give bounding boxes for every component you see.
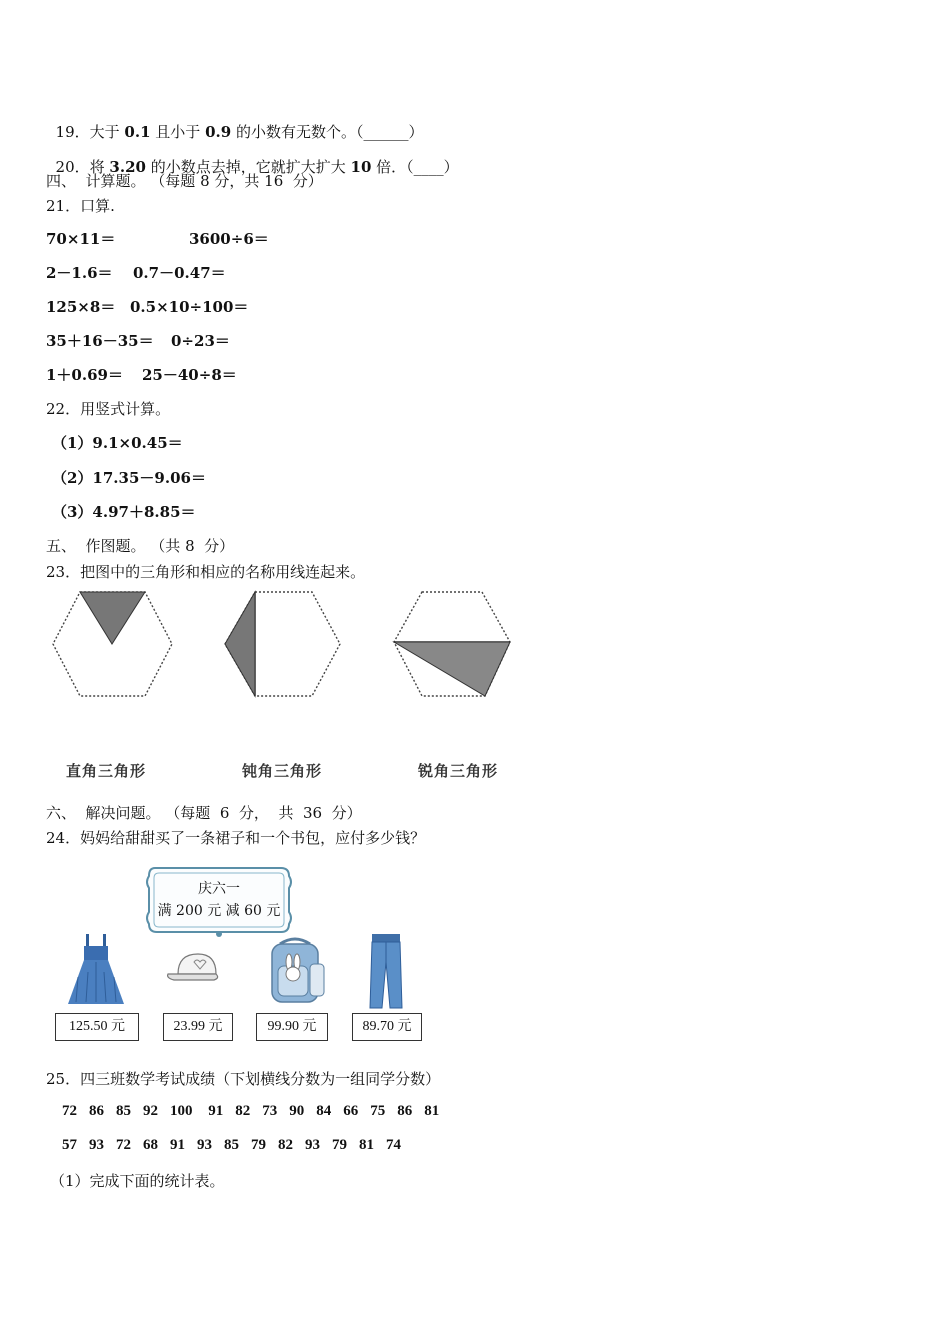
q22-item-2: （2）17.35－9.06＝ (52, 469, 206, 487)
score: 82 (278, 1137, 293, 1153)
score: 72 (116, 1137, 131, 1153)
q20-text-3: 倍．（ (371, 158, 414, 176)
section-4-heading: 四、 计算题。 （每题 8 分，共 16 分） (46, 172, 323, 190)
scores-row-1 (62, 1103, 451, 1120)
q21-expr: 0.7－0.47＝ (133, 264, 226, 282)
q21-row-5 (46, 365, 237, 385)
score: 93 (305, 1137, 320, 1153)
question-24-title: 24．妈妈给甜甜买了一条裙子和一个书包，应付多少钱？ (46, 829, 426, 847)
q22-item-1: （1）9.1×0.45＝ (52, 434, 183, 452)
score: 68 (143, 1137, 158, 1153)
q22-item-3: （3）4.97＋8.85＝ (52, 503, 196, 521)
banner-bow (216, 931, 222, 937)
q20-number: 20． (55, 158, 90, 176)
q21-expr: 3600÷6＝ (189, 230, 269, 248)
q20-answer-blank[interactable]: ____ (413, 158, 444, 176)
hexagon-obtuse-triangle-figure (220, 590, 345, 700)
score: 75 (370, 1103, 386, 1119)
score: 90 (289, 1103, 305, 1119)
score: 79 (332, 1137, 347, 1153)
score: 85 (116, 1103, 131, 1119)
q19-text-3: 的小数有无数个。（ (231, 123, 364, 141)
score: 86 (89, 1103, 104, 1119)
q20-paren: ） (443, 158, 459, 176)
score: 85 (224, 1137, 239, 1153)
q20-value-2: 10 (350, 158, 372, 176)
shaded-triangle (80, 592, 145, 644)
backpack-image (262, 936, 328, 1006)
dress-image (64, 932, 128, 1008)
score: 86 (397, 1103, 413, 1119)
q21-expr: 125×8＝ (46, 298, 116, 316)
hexagon-right-triangle-figure (50, 590, 175, 700)
promo-banner (143, 862, 295, 938)
q21-expr: 0÷23＝ (171, 332, 230, 350)
q19-text: 大于 (89, 123, 125, 141)
banner-line-2: 满 200 元 减 60 元 (157, 903, 281, 919)
price-backpack: 99.90 元 (256, 1013, 328, 1041)
q21-expr: 25－40÷8＝ (142, 366, 237, 384)
shaded-triangle (225, 592, 255, 696)
label-obtuse-triangle[interactable]: 钝角三角形 (242, 762, 323, 780)
price-dress: 125.50 元 (55, 1013, 139, 1041)
question-21-title: 21．口算. (46, 197, 115, 215)
q19-answer-blank[interactable]: ______ (363, 123, 409, 141)
jeans-image (364, 932, 408, 1010)
score: 93 (197, 1137, 212, 1153)
label-right-triangle[interactable]: 直角三角形 (66, 762, 147, 780)
q20-text-2: 的小数点去掉，它就扩大扩大 (145, 158, 351, 176)
q21-row-4 (46, 331, 230, 351)
score: 91 (208, 1103, 224, 1119)
score: 100 (170, 1103, 193, 1119)
score: 84 (316, 1103, 332, 1119)
question-22-title: 22．用竖式计算。 (46, 400, 171, 418)
score: 79 (251, 1137, 266, 1153)
q20-text: 将 (89, 158, 110, 176)
score: 91 (170, 1137, 185, 1153)
score: 72 (62, 1103, 77, 1119)
hexagon-acute-triangle-figure (390, 590, 515, 700)
question-19 (46, 102, 423, 142)
q19-value-2: 0.9 (205, 123, 232, 141)
q21-expr: 35＋16－35＝ (46, 332, 154, 350)
score: 66 (343, 1103, 359, 1119)
scores-row-2 (62, 1137, 413, 1154)
q21-expr: 0.5×10÷100＝ (130, 298, 249, 316)
section-5-heading: 五、 作图题。 （共 8 分） (46, 537, 235, 555)
q19-paren: ） (408, 123, 424, 141)
q19-number: 19． (55, 123, 90, 141)
question-23-title: 23．把图中的三角形和相应的名称用线连起来。 (46, 563, 366, 581)
q21-expr: 1＋0.69＝ (46, 366, 123, 384)
score-group-underlined (62, 1103, 205, 1120)
score: 81 (359, 1137, 374, 1153)
shaded-triangle (394, 642, 510, 696)
score: 73 (262, 1103, 278, 1119)
q21-row-3 (46, 297, 249, 317)
cap-image (164, 948, 224, 988)
question-25-title: 25．四三班数学考试成绩（下划横线分数为一组同学分数） (46, 1070, 441, 1088)
q20-value-1: 3.20 (109, 158, 146, 176)
q19-value-1: 0.1 (124, 123, 151, 141)
label-acute-triangle[interactable]: 锐角三角形 (418, 762, 499, 780)
score: 82 (235, 1103, 251, 1119)
q19-text-2: 且小于 (150, 123, 206, 141)
score: 93 (89, 1137, 104, 1153)
score: 74 (386, 1137, 401, 1153)
q21-row-1 (46, 229, 269, 249)
price-cap: 23.99 元 (163, 1013, 233, 1041)
score: 57 (62, 1137, 77, 1153)
banner-line-1: 庆六一 (198, 881, 240, 897)
q21-expr: 70×11＝ (46, 230, 116, 248)
q21-row-2 (46, 263, 226, 283)
q25-sub-1: （1）完成下面的统计表。 (50, 1172, 225, 1190)
section-6-heading: 六、 解决问题。 （每题 6 分， 共 36 分） (46, 804, 362, 822)
score: 81 (424, 1103, 440, 1119)
q21-expr: 2－1.6＝ (46, 264, 113, 282)
score: 92 (143, 1103, 158, 1119)
price-jeans: 89.70 元 (352, 1013, 422, 1041)
